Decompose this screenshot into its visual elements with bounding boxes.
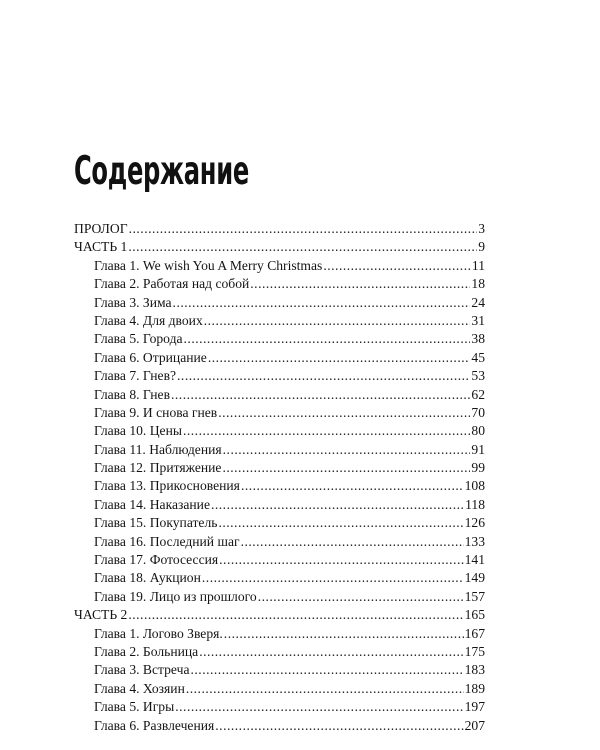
toc-page-number: 183 (464, 662, 485, 678)
toc-entry-title: Глава 15. Покупатель (94, 515, 218, 531)
toc-page-number: 165 (464, 607, 485, 623)
toc-leader-dots (241, 477, 464, 495)
toc-part-entry (74, 220, 485, 238)
toc-part-entry (74, 238, 485, 256)
toc-leader-dots (128, 238, 477, 256)
toc-entry-title: Глава 10. Цены (94, 423, 182, 439)
toc-leader-dots (186, 680, 464, 698)
toc-leader-dots (184, 330, 471, 348)
toc-leader-dots (199, 643, 463, 661)
toc-chapter-entry (74, 661, 485, 679)
toc-page-number: 11 (471, 257, 485, 273)
toc-page-number: 24 (471, 294, 485, 310)
toc-chapter-entry (74, 386, 485, 404)
toc-leader-dots (218, 514, 463, 532)
toc-page-number: 126 (464, 515, 485, 531)
toc-chapter-entry (74, 569, 485, 587)
toc-leader-dots (128, 606, 463, 624)
toc-page-number: 149 (464, 570, 485, 586)
toc-page-number: 38 (471, 331, 485, 347)
toc-entry-title: Глава 4. Для двоих (94, 312, 203, 328)
toc-chapter-entry (74, 404, 485, 422)
toc-entry-title: Глава 2. Работая над собой (94, 276, 250, 292)
toc-leader-dots (202, 569, 464, 587)
toc-entry-title: Глава 8. Гнев (94, 386, 170, 402)
toc-page-number: 3 (478, 221, 485, 236)
toc-leader-dots (258, 588, 464, 606)
toc-leader-dots (215, 717, 463, 735)
toc-leader-dots (219, 551, 463, 569)
toc-leader-dots (323, 257, 471, 275)
toc-page-number: 141 (464, 552, 485, 568)
toc-leader-dots (211, 496, 464, 514)
toc-entry-title: Глава 3. Зима (94, 294, 172, 310)
toc-leader-dots (223, 441, 471, 459)
toc-entry-title: Глава 17. Фотосессия (94, 552, 219, 568)
toc-page-number: 175 (464, 643, 485, 659)
toc-page-number: 18 (471, 276, 485, 292)
toc-leader-dots (171, 386, 470, 404)
toc-entry-title: Глава 11. Наблюдения (94, 441, 222, 457)
toc-chapter-entry (74, 312, 485, 330)
toc-entry-title: Глава 19. Лицо из прошлого (94, 588, 257, 604)
toc-chapter-entry (74, 275, 485, 293)
toc-chapter-entry (74, 367, 485, 385)
toc-page-number: 70 (471, 404, 485, 420)
toc-chapter-entry (74, 294, 485, 312)
toc-entry-title: Глава 14. Наказание (94, 496, 210, 512)
toc-chapter-entry (74, 551, 485, 569)
toc-entry-title: Глава 1. We wish You A Merry Christmas (94, 257, 323, 273)
toc-page-number: 197 (464, 699, 485, 715)
toc-leader-dots (208, 349, 471, 367)
toc-entry-title: Глава 16. Последний шаг (94, 533, 240, 549)
toc-page-number: 133 (464, 533, 485, 549)
toc-entry-title: Глава 3. Встреча (94, 662, 190, 678)
toc-leader-dots (241, 533, 464, 551)
toc-leader-dots (224, 625, 464, 643)
toc-chapter-entry (74, 496, 485, 514)
table-of-contents (74, 220, 485, 735)
toc-page-number: 157 (464, 588, 485, 604)
toc-chapter-entry (74, 625, 485, 643)
toc-page-number: 9 (478, 239, 485, 255)
toc-chapter-entry (74, 349, 485, 367)
toc-page-number: 118 (465, 496, 485, 512)
toc-leader-dots (177, 367, 470, 385)
toc-page-number: 62 (471, 386, 485, 402)
toc-page-number: 45 (471, 349, 485, 365)
toc-part-entry (74, 606, 485, 624)
toc-entry-title: Глава 6. Отрицание (94, 349, 207, 365)
toc-entry-title: ЧАСТЬ 2 (74, 607, 128, 623)
toc-entry-title: Глава 6. Развлечения (94, 717, 215, 733)
toc-leader-dots (222, 459, 470, 477)
toc-chapter-entry (74, 477, 485, 495)
toc-leader-dots (173, 294, 471, 312)
toc-leader-dots (218, 404, 470, 422)
toc-entry-title: Глава 5. Игры (94, 699, 175, 715)
toc-leader-dots (204, 312, 471, 330)
toc-chapter-entry (74, 422, 485, 440)
toc-page-number: 31 (471, 312, 485, 328)
toc-page-number: 91 (471, 441, 485, 457)
toc-entry-title: Глава 7. Гнев? (94, 368, 177, 384)
toc-chapter-entry (74, 680, 485, 698)
toc-chapter-entry (74, 514, 485, 532)
toc-entry-title: Глава 2. Больница (94, 643, 199, 659)
toc-entry-title: ПРОЛОГ (74, 221, 128, 236)
toc-chapter-entry (74, 533, 485, 551)
toc-entry-title: Глава 18. Аукцион (94, 570, 201, 586)
toc-chapter-entry (74, 643, 485, 661)
toc-entry-title: Глава 9. И снова гнев (94, 404, 218, 420)
toc-leader-dots (129, 220, 478, 238)
toc-chapter-entry (74, 441, 485, 459)
toc-page-number: 53 (471, 368, 485, 384)
toc-page-number: 108 (464, 478, 485, 494)
toc-page-number: 167 (464, 625, 485, 641)
toc-page-number: 207 (464, 717, 485, 733)
toc-page-number: 99 (471, 460, 485, 476)
toc-chapter-entry (74, 459, 485, 477)
toc-leader-dots (183, 422, 470, 440)
toc-chapter-entry (74, 257, 485, 275)
toc-entry-title: ЧАСТЬ 1 (74, 239, 128, 255)
toc-chapter-entry (74, 698, 485, 716)
toc-page-number: 189 (464, 680, 485, 696)
toc-entry-title: Глава 13. Прикосновения (94, 478, 240, 494)
page-title: Содержание (74, 149, 249, 194)
toc-leader-dots (250, 275, 470, 293)
toc-chapter-entry (74, 717, 485, 735)
toc-entry-title: Глава 4. Хозяин (94, 680, 185, 696)
toc-entry-title: Глава 1. Логово Зверя. (94, 625, 223, 641)
toc-chapter-entry (74, 588, 485, 606)
toc-chapter-entry (74, 330, 485, 348)
toc-leader-dots (191, 661, 464, 679)
toc-entry-title: Глава 5. Города (94, 331, 183, 347)
toc-entry-title: Глава 12. Притяжение (94, 460, 222, 476)
toc-leader-dots (175, 698, 463, 716)
toc-page-number: 80 (471, 423, 485, 439)
